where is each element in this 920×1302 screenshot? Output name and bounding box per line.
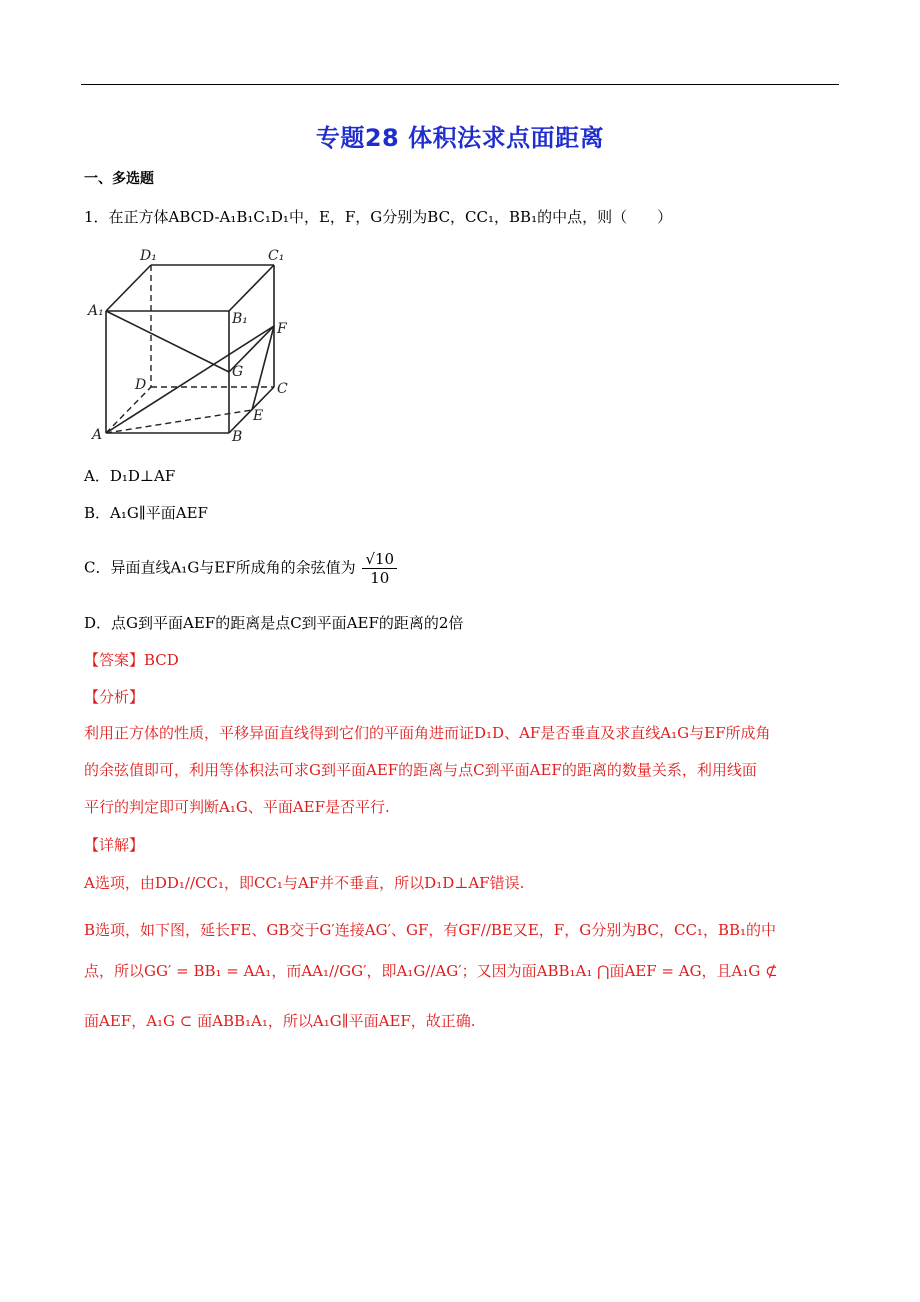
option-c	[84, 550, 397, 587]
edge-b-c	[229, 387, 274, 433]
edge-a-d	[106, 387, 151, 433]
analysis-line-3: 平行的判定即可判断A₁G、平面AEF是否平行.	[84, 798, 390, 816]
question-stem: 1．在正方体ABCD-A₁B₁C₁D₁中，E，F，G分别为BC，CC₁，BB₁的中点，则（ ）	[84, 208, 673, 226]
label-e: E	[253, 408, 264, 424]
segment-a1-g	[106, 311, 229, 372]
label-b1: B₁	[232, 311, 248, 327]
answer-line: 【答案】BCD	[84, 651, 179, 669]
cube-figure	[84, 243, 294, 448]
option-a: A．D₁D⊥AF	[84, 467, 176, 485]
detail-label: 【详解】	[84, 836, 145, 854]
option-d: D．点G到平面AEF的距离是点C到平面AEF的距离的2倍	[84, 614, 464, 632]
option-b: B．A₁G∥平面AEF	[84, 504, 208, 522]
label-f: F	[277, 321, 287, 337]
detail-line-3: 点，所以GG′ = BB₁ = AA₁，而AA₁//GG′，即A₁G//AG′；又因为面ABB₁A₁ ⋂面AEF = AG，且A₁G ⊄	[84, 962, 778, 980]
label-b: B	[232, 429, 243, 445]
detail-line-4: 面AEF，A₁G ⊂ 面ABB₁A₁，所以A₁G∥平面AEF，故正确.	[84, 1012, 476, 1030]
segment-a-f	[106, 326, 274, 433]
fraction-numerator: √10	[362, 550, 397, 569]
analysis-line-2: 的余弦值即可，利用等体积法可求G到平面AEF的距离与点C到平面AEF的距离的数量关系，利用线面	[84, 761, 757, 779]
option-c-fraction	[362, 550, 397, 587]
label-d1: D₁	[140, 248, 157, 264]
label-c: C	[277, 381, 288, 397]
analysis-label: 【分析】	[84, 688, 145, 706]
analysis-line-1: 利用正方体的性质，平移异面直线得到它们的平面角进而证D₁D、AF是否垂直及求直线A₁G与EF所成角	[84, 724, 771, 742]
edge-b1-c1	[229, 265, 274, 311]
fraction-denominator: 10	[370, 569, 390, 587]
label-d: D	[135, 377, 147, 393]
edge-a1-d1	[106, 265, 151, 311]
section-heading: 一、多选题	[84, 171, 154, 187]
detail-line-1: A选项，由DD₁//CC₁，即CC₁与AF并不垂直，所以D₁D⊥AF错误.	[84, 874, 525, 892]
header-rule	[81, 84, 839, 85]
detail-line-2: B选项，如下图，延长FE、GB交于G′连接AG′、GF，有GF//BE又E，F，G分别为BC，CC₁，BB₁的中	[84, 921, 777, 939]
label-a: A	[92, 427, 103, 443]
page-title: 专题28 体积法求点面距离	[315, 124, 605, 152]
label-a1: A₁	[88, 303, 104, 319]
label-c1: C₁	[268, 248, 285, 264]
option-c-text: C．异面直线A₁G与EF所成角的余弦值为	[84, 558, 356, 577]
label-g: G	[232, 364, 244, 380]
segment-a-e	[106, 410, 252, 433]
